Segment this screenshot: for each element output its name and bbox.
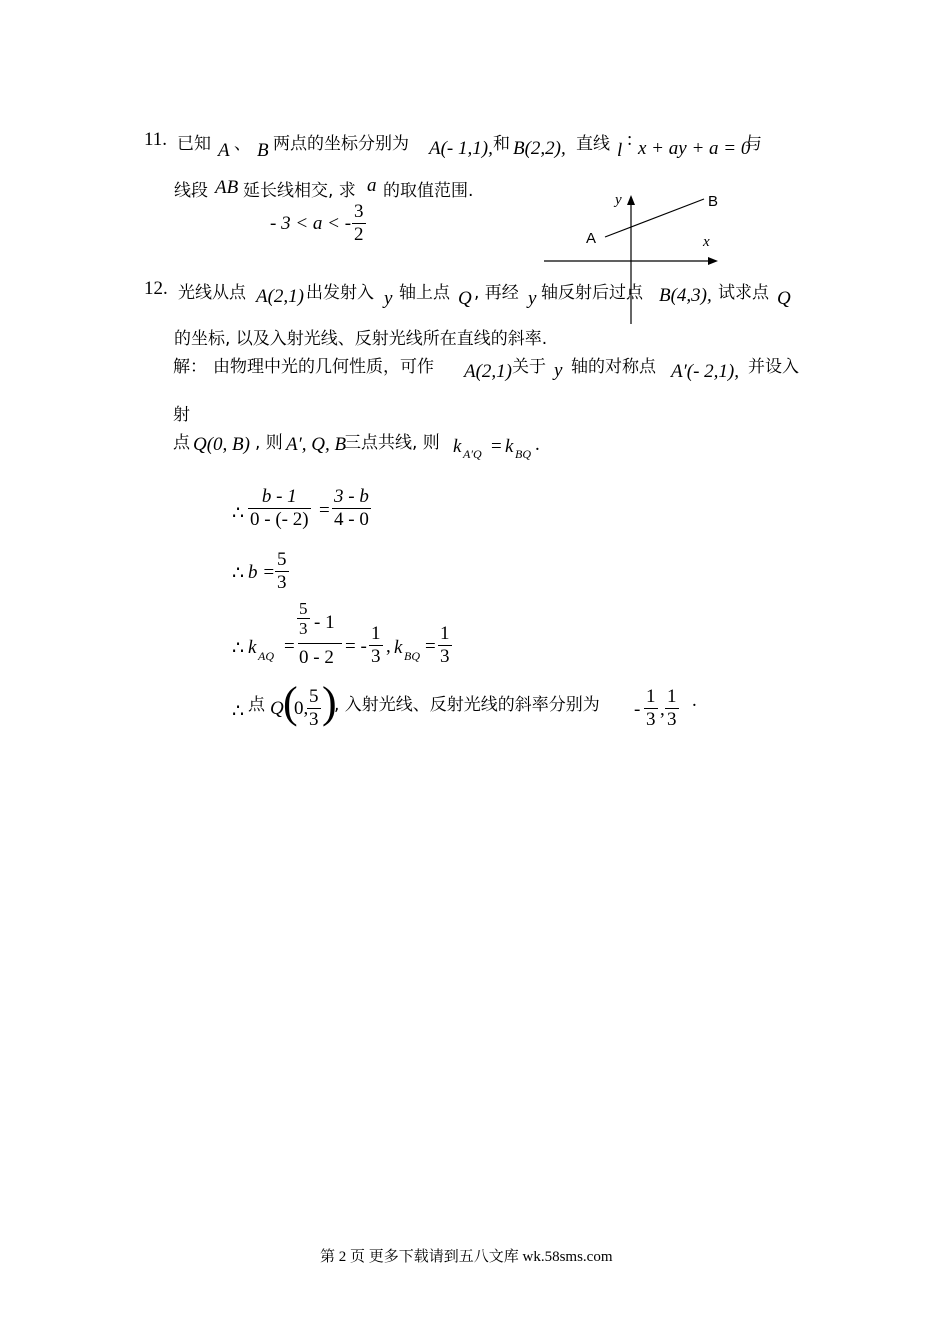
inner-fraction [297, 599, 310, 638]
math-var: y [384, 288, 393, 309]
text: 关于 [512, 357, 546, 377]
math-var: k [505, 436, 514, 457]
therefore-symbol: ∴ [232, 701, 245, 722]
text: 与 [745, 134, 762, 154]
math-var: Q [777, 288, 791, 309]
denominator: 0 - 2 [299, 647, 334, 668]
math-colon: : [627, 129, 633, 150]
math-eq: = [319, 500, 330, 521]
math-eq: = - [345, 636, 367, 657]
text: 的取值范围. [383, 181, 474, 201]
fraction [307, 686, 321, 731]
text: 延长线相交, 求 [243, 181, 356, 201]
math-expr: B(4,3), [659, 285, 712, 306]
math-expr: B(2,2), [513, 138, 566, 159]
math-expr: 0, [294, 698, 309, 719]
text: , 入射光线、反射光线的斜率分别为 [334, 695, 600, 715]
fraction [438, 623, 452, 668]
text: 三点共线, 则 [344, 433, 440, 453]
math-expr: - 1 [314, 612, 335, 633]
numerator: b - 1 [261, 486, 297, 507]
denominator: 3 [440, 646, 450, 667]
text: 点 [173, 433, 190, 453]
fraction [369, 623, 383, 668]
denominator: 3 [646, 709, 656, 730]
point-b-label: B [708, 193, 719, 210]
numerator: 3 [354, 201, 364, 222]
text: 直线 [576, 134, 610, 154]
subscript: AQ [258, 649, 274, 663]
math-var: A [218, 140, 230, 161]
point-a-label: A [586, 230, 597, 247]
subscript: BQ [515, 447, 531, 461]
problem-number: 11. [144, 129, 168, 150]
text: 试求点 [718, 283, 769, 303]
math-var: k [248, 637, 257, 658]
subscript: BQ [404, 649, 420, 663]
math-expr: A(2,1) [464, 361, 513, 382]
left-paren: ( [283, 678, 298, 727]
numerator: 1 [646, 686, 656, 707]
text: 点 [248, 695, 265, 715]
text: 光线从点 [178, 283, 246, 303]
x-axis-label: x [703, 234, 710, 250]
math-var: y [528, 288, 537, 309]
numerator: 1 [667, 686, 677, 707]
math-var: a [367, 175, 377, 196]
math-minus: - [634, 699, 641, 720]
math-var: Q [458, 288, 472, 309]
math-comma: , [386, 636, 391, 657]
problem-number: 12. [144, 278, 168, 299]
text: 轴反射后过点 [541, 283, 643, 303]
y-axis-label: y [615, 192, 622, 208]
denominator: 3 [371, 646, 381, 667]
therefore-symbol: ∴ [232, 563, 245, 584]
fraction-right [332, 486, 371, 531]
numerator: 1 [371, 623, 381, 644]
math-var: AB [215, 177, 239, 198]
math-expr: A(- 1,1), [429, 138, 493, 159]
denominator: 3 [277, 572, 287, 593]
text: , 则 [255, 433, 283, 453]
math-var: y [554, 360, 563, 381]
subscript: A′Q [463, 447, 482, 461]
text: 轴的对称点 [571, 357, 656, 377]
fraction-left [248, 486, 311, 531]
text: 和 [493, 134, 510, 154]
coordinate-figure [540, 188, 725, 328]
math-var: l [617, 140, 623, 161]
text: 轴上点 [399, 283, 450, 303]
text: 出发射入 [306, 283, 374, 303]
text: 、 [234, 134, 251, 154]
text: , 再经 [474, 283, 519, 303]
math-var: k [394, 637, 403, 658]
fraction [275, 549, 289, 594]
math-var: k [453, 436, 462, 457]
therefore-symbol: ∴ [232, 503, 245, 524]
main-fraction-bar [298, 643, 342, 644]
answer-range: - 3 < a < - [270, 213, 352, 234]
math-dot: . [692, 690, 697, 711]
text: 两点的坐标分别为 [273, 134, 409, 154]
text: 线段 [174, 181, 208, 201]
text: 的坐标, 以及入射光线、反射光线所在直线的斜率. [174, 329, 548, 349]
math-eq: = [425, 636, 436, 657]
solution-label: 解： [173, 357, 207, 377]
numerator: 3 - b [334, 486, 369, 507]
right-paren: ) [322, 678, 337, 727]
math-expr: A′, Q, B [286, 434, 347, 455]
fraction [644, 686, 658, 731]
math-dot: . [535, 434, 540, 455]
y-axis-arrow [627, 195, 635, 205]
math-eq: = [284, 636, 295, 657]
numerator: 1 [440, 623, 450, 644]
math-expr: x + ay + a = 0 [638, 138, 751, 159]
text: 已知 [177, 134, 211, 154]
fraction [665, 686, 679, 731]
math-expr: A(2,1) [256, 286, 305, 307]
answer-fraction [352, 201, 366, 246]
text: 射 [173, 405, 190, 425]
text: 由物理中光的几何性质，可作 [213, 357, 434, 377]
denominator: 3 [667, 709, 677, 730]
math-expr: b = [248, 562, 276, 583]
page-footer: 第 2 页 更多下载请到五八文库 wk.58sms.com [320, 1249, 613, 1265]
denominator: 0 - (- 2) [250, 509, 309, 530]
math-eq: = [491, 436, 502, 457]
denominator: 2 [354, 224, 364, 245]
math-var: Q [270, 698, 284, 719]
denominator: 3 [309, 709, 319, 730]
numerator: 5 [309, 686, 319, 707]
math-comma: , [660, 699, 665, 720]
numerator: 5 [277, 549, 287, 570]
therefore-symbol: ∴ [232, 638, 245, 659]
math-var: B [257, 140, 269, 161]
denominator: 3 [299, 619, 308, 638]
math-expr: Q(0, B) [193, 434, 250, 455]
text: 并设入 [748, 357, 799, 377]
denominator: 4 - 0 [334, 509, 369, 530]
numerator: 5 [299, 599, 308, 618]
math-expr: A′(- 2,1), [671, 361, 739, 382]
x-axis-arrow [708, 257, 718, 265]
